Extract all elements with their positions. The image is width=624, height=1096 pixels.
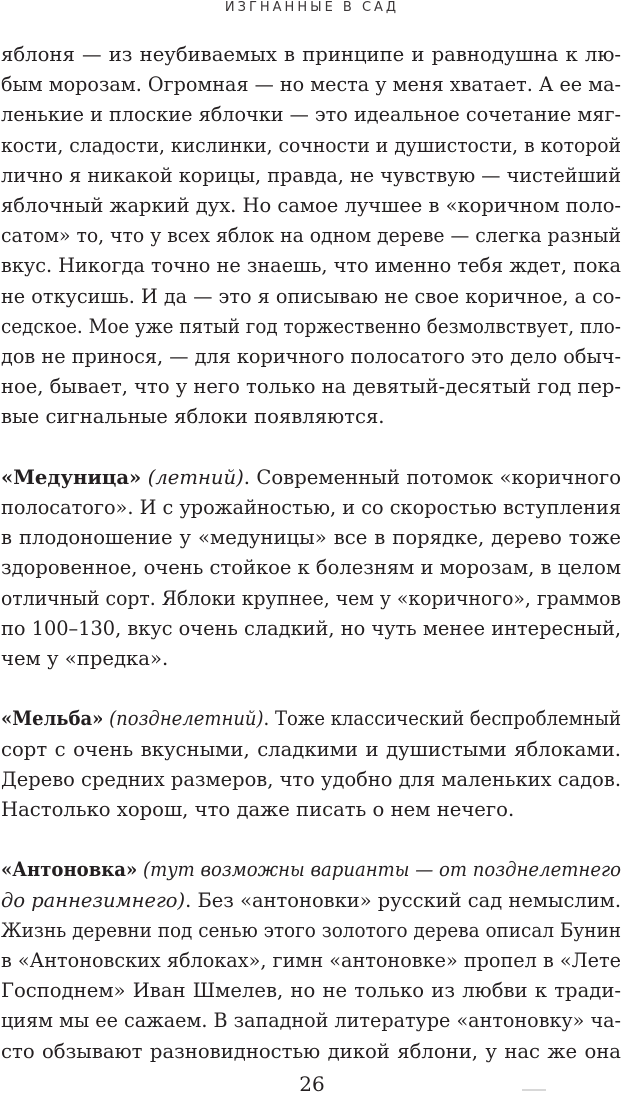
text-line: Господнем» Иван Шмелев, но не только из любви к тради- — [1, 979, 621, 1003]
season-note: (тут возможны варианты — от позднелетнего — [143, 858, 621, 882]
text-line: в «Антоновских яблоках», гимн «антоновке» пропел в «Лете — [1, 949, 621, 973]
text-run: . Тоже классический беспроблемный — [263, 707, 621, 731]
text-line: кости, сладости, кислинки, сочности и душистости, в которой — [1, 133, 621, 157]
text-line — [1, 886, 621, 916]
text-line: Жизнь деревни под сенью этого золотого дерева описал Бунин — [1, 918, 621, 942]
text-line: Дерево средних размеров, что удобно для маленьких садов. — [1, 767, 621, 791]
text-line: яблоня — из неубиваемых в принципе и равнодушна к лю- — [1, 43, 621, 66]
text-line: полосатого». И с урожайностью, и со скоростью вступления — [1, 496, 621, 520]
text-line — [1, 463, 621, 493]
text-line: яблочный жаркий дух. Но самое лучшее в «коричном поло- — [1, 194, 621, 218]
paragraph-continuation — [1, 40, 621, 433]
paragraph-gap — [1, 825, 621, 855]
text-line: циям мы ее сажаем. В западной литературе «антоновку» ча- — [1, 1009, 621, 1033]
running-title: ИЗГНАННЫЕ В САД — [224, 0, 400, 15]
body-text — [1, 40, 621, 1067]
paragraph-melba — [1, 704, 621, 825]
season-note: (позднелетний) — [109, 707, 264, 731]
paragraph-gap — [1, 433, 621, 463]
text-line — [1, 704, 621, 734]
text-line: Настолько хорош, что даже писать о нем нечего. — [1, 798, 515, 822]
paragraph-antonovka — [1, 855, 621, 1066]
text-line: по 100–130, вкус очень сладкий, но чуть менее интересный, — [1, 616, 621, 640]
page-edge-mark — [522, 1089, 546, 1091]
paragraph-gap — [1, 674, 621, 704]
variety-name: «Мельба» — [1, 707, 104, 731]
text-line: ленькие и плоские яблочки — это идеальное сочетание мяг- — [1, 103, 621, 127]
text-line: чем у «предка». — [1, 647, 169, 671]
variety-name: «Медуница» — [1, 465, 142, 489]
text-line: отличный сорт. Яблоки крупнее, чем у «коричного», граммов — [1, 586, 621, 610]
season-note-continued: до раннезимнего) — [1, 888, 186, 912]
text-line: сатом» то, что у всех яблок на одном дереве — слегка разный — [1, 224, 621, 248]
text-line: вкус. Никогда точно не знаешь, что именно тебя ждет, пока — [1, 254, 621, 278]
text-line — [1, 855, 621, 885]
text-line: ное, бывает, что у него только на девятый-десятый год пер- — [1, 375, 621, 399]
text-line: дов не принося, — для коричного полосатого это дело обыч- — [1, 345, 621, 369]
text-line: здоровенное, очень стойкое к болезням и морозам, в целом — [1, 556, 621, 580]
text-line: в плодоношение у «медуницы» все в порядке, дерево тоже — [1, 526, 621, 550]
text-line: лично я никакой корицы, правда, не чувствую — чистейший — [1, 163, 621, 187]
variety-name: «Антоновка» — [1, 858, 138, 882]
text-line: вые сигнальные яблоки появляются. — [1, 405, 385, 429]
text-run: . Без «антоновки» русский сад немыслим. — [185, 888, 621, 912]
text-line: не откусишь. И да — это я описываю не свое коричное, а со- — [1, 284, 621, 308]
text-run: . Современный потомок «коричного — [243, 465, 621, 489]
text-line: седское. Мое уже пятый год торжественно безмолвствует, пло- — [1, 314, 621, 338]
paragraph-medunitsa — [1, 463, 621, 674]
text-line: сто обзывают разновидностью дикой яблони, у нас же она — [1, 1039, 621, 1063]
text-line: бым морозам. Огромная — но места у меня хватает. А ее ма- — [1, 73, 621, 97]
text-line: сорт с очень вкусными, сладкими и душистыми яблоками. — [1, 737, 621, 761]
page-number: 26 — [299, 1072, 325, 1096]
season-note: (летний) — [147, 465, 244, 489]
